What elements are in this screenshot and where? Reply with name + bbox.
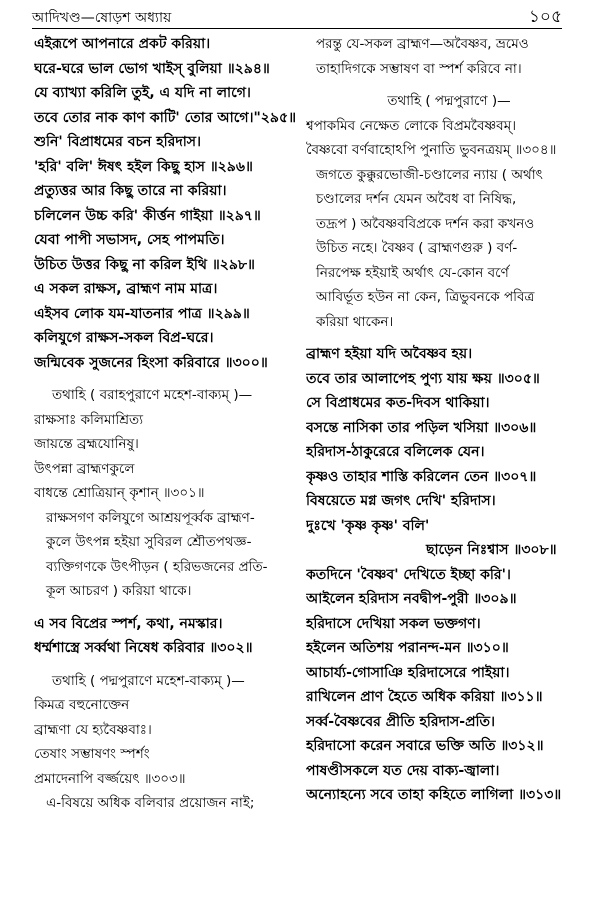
- verse-line: চলিলেন উচ্চ করি' কীর্ত্তন গাইয়া ॥২৯৭॥: [34, 207, 261, 224]
- verse-line: রাখিলেন প্রাণ হৈতে অধিক করিয়া ॥৩১১॥: [306, 689, 543, 705]
- text-line: তদ্রূপ ) অবৈষ্ণববিপ্রকে দর্শন করা কখনও: [316, 215, 535, 232]
- spacer: [34, 661, 302, 669]
- text-line: কূল আচরণ ) করিয়া থাকে।: [46, 583, 192, 599]
- text-line: জগতে কুক্কুরভোজী-চণ্ডালের ন্যায় ( অর্থাৎ: [316, 166, 543, 183]
- left-column: [34, 32, 302, 816]
- text-line: পরন্তু যে-সকল ব্রাহ্মণ—অবৈষ্ণব, ভ্রমেও: [316, 36, 529, 52]
- text-line: বৈষ্ণবো বর্ণবাহোঽপি পুনাতি ভুবনত্রয়ম্ ॥৩০৪॥: [306, 142, 557, 158]
- verse-line: আচার্য্য-গোসাঞি হরিদাসেরে পাইয়া।: [306, 664, 510, 681]
- right-column: [306, 32, 574, 808]
- verse-line: বিষয়েতে মগ্ন জগৎ দেখি' হরিদাস।: [306, 493, 496, 509]
- text-line: প্রমাদেনাপি বর্জ্জয়েৎ ॥৩০৩॥: [34, 770, 186, 787]
- text-line: শ্বপাকমিব নেক্ষেত লোকে বিপ্রমবৈষ্ণবম্।: [306, 117, 517, 134]
- spacer: [34, 604, 302, 612]
- verse-line: এইসব লোক যম-যাতনার পাত্র ॥২৯৯॥: [34, 305, 250, 322]
- verse-line: এইরূপে আপনারে প্রকট করিয়া।: [34, 36, 211, 52]
- text-line: রাক্ষসাঃ কলিমাশ্রিত্য: [34, 411, 144, 428]
- verse-line: উচিত উত্তর কিছু না করিল ইথি ॥২৯৮॥: [34, 256, 255, 273]
- spacer: [306, 334, 574, 342]
- text-line: চণ্ডালের দর্শন যেমন অবৈধ বা নিষিদ্ধ,: [316, 191, 517, 207]
- verse-line: যে ব্যাখ্যা করিলি তুই, এ যদি না লাগে।: [34, 85, 251, 101]
- verse-line: কলিযুগে রাক্ষস-সকল বিপ্র-ঘরে।: [34, 330, 214, 346]
- verse-line: কতদিনে 'বৈষ্ণব' দেখিতে ইচ্ছা করি'।: [306, 566, 511, 583]
- verse-line: কৃষ্ণও তাহার শাস্তি করিলেন তেন ॥৩০৭॥: [306, 468, 537, 485]
- verse-line: ব্রাহ্মণ হইয়া যদি অবৈষ্ণব হয়।: [306, 346, 473, 362]
- text-line: তথাহি ( পদ্মপুরাণে মহেশ-বাক্যম্ )—: [52, 672, 245, 689]
- verse-line: যেবা পাপী সভাসদ, সেহ পাপমতি।: [34, 232, 225, 248]
- verse-line: দুঃখে 'কৃষ্ণ কৃষ্ণ' বলি': [306, 517, 430, 534]
- verse-line: অন্যোহন্যে সবে তাহা কহিতে লাগিলা ॥৩১৩॥: [306, 787, 562, 803]
- verse-line: এ সব বিপ্রের স্পর্শ, কথা, নমস্কার।: [34, 615, 223, 632]
- text-line: এ-বিষয়ে অধিক বলিবার প্রয়োজন নাই;: [46, 795, 255, 811]
- verse-line: সর্ব্ব-বৈষ্ণবের প্রীতি হরিদাস-প্রতি।: [306, 713, 496, 730]
- verse-line: ছাড়েন নিঃশ্বাস ॥৩০৮॥: [426, 542, 557, 558]
- text-line: তথাহি ( বরাহপুরাণে মহেশ-বাক্যম্ )—: [52, 387, 253, 403]
- text-line: ব্রাহ্মণা যে হ্যবৈষ্ণবাঃ।: [34, 721, 152, 738]
- spacer: [306, 81, 574, 89]
- verse-line: পাষণ্ডীসকলে যত দেয় বাক্য-জ্বালা।: [306, 762, 500, 779]
- text-line: রাক্ষসগণ কলিযুগে আশ্রয়পূর্ব্বক ব্রাহ্মণ-: [46, 509, 255, 526]
- verse-line: হরিদাসো করেন সবারে ভক্তি অতি ॥৩১২॥: [306, 738, 544, 754]
- verse-line: ঘরে-ঘরে ভাল ভোগ খাইস্ বুলিয়া ॥২৯৪॥: [34, 60, 270, 77]
- verse-line: তবে তোর নাক কাণ কাটি' তোর আগে।"২৯৫॥: [34, 109, 296, 126]
- text-line: জায়ন্তে ব্রহ্মযোনিষু।: [34, 436, 139, 452]
- verse-line: আইলেন হরিদাস নবদ্বীপ-পুরী ॥৩০৯॥: [306, 591, 517, 607]
- text-line: কুলে উৎপন্ন হইয়া সুবিরল শ্রৌতপথজ্ঞ-: [46, 534, 252, 550]
- verse-line: ধর্ম্মশাস্ত্রে সর্ব্বথা নিষেধ করিবার ॥৩০২॥: [34, 640, 253, 656]
- page-number: ১০৫: [528, 7, 562, 27]
- verse-line: 'হরি' বলি' ঈষৎ হইল কিছু হাস ॥২৯৬॥: [34, 158, 253, 175]
- verse-line: প্রত্যুত্তর আর কিছু তারে না করিয়া।: [34, 183, 227, 199]
- verse-line: সে বিপ্রাধমের কত-দিবস থাকিয়া।: [306, 395, 490, 411]
- verse-line: তবে তার আলাপেহ পুণ্য যায় ক্ষয় ॥৩০৫॥: [306, 370, 540, 387]
- verse-line: হইলেন অতিশয় পরানন্দ-মন ॥৩১০॥: [306, 640, 509, 656]
- text-line: আবির্ভূত হউন না কেন, ত্রিভুবনকে পবিত্র: [316, 289, 535, 305]
- verse-line: জন্মিবেক সুজনের হিংসা করিবারে ॥৩০০॥: [34, 354, 268, 371]
- text-line: তাহাদিগকে সম্ভাষণ বা স্পর্শ করিবে না।: [316, 60, 522, 77]
- verse-line: বসন্তে নাসিকা তার পড়িল খসিয়া ॥৩০৬॥: [306, 419, 537, 436]
- text-line: ব্যক্তিগণকে উৎপীড়ন ( হরিভজনের প্রতি-: [46, 558, 268, 575]
- text-line: তেষাং সম্ভাষণং স্পর্শং: [34, 746, 150, 762]
- running-title: আদিখণ্ড—ষোড়শ অধ্যায়: [32, 10, 172, 26]
- verse-line: হরিদাস-ঠাকুরেরে বলিলেক যেন।: [306, 444, 485, 460]
- text-line: তথাহি ( পদ্মপুরাণে )—: [387, 93, 511, 109]
- page-header: [32, 4, 562, 29]
- verse-line: শুনি' বিপ্রাধমের বচন হরিদাস।: [34, 134, 202, 150]
- text-line: নিরপেক্ষ হইয়াই অর্থাৎ যে-কোন বর্ণে: [316, 264, 509, 281]
- text-line: উৎপন্না ব্রাহ্মণকুলে: [34, 460, 135, 477]
- text-line: বাধন্তে শ্রোত্রিয়ান্ কৃশান্ ॥৩০১॥: [34, 485, 205, 501]
- spacer: [34, 375, 302, 383]
- text-line: উচিত নহে। বৈষ্ণব ( ব্রাহ্মণগুরু ) বর্ণ-: [316, 240, 518, 256]
- text-line: কিমত্র বহুনোক্তেন: [34, 697, 130, 713]
- verse-line: এ সকল রাক্ষস, ব্রাহ্মণ নাম মাত্র।: [34, 281, 218, 297]
- text-line: করিয়া থাকেন।: [316, 313, 394, 330]
- verse-line: হরিদাসে দেখিয়া সকল ভক্তগণ।: [306, 615, 481, 632]
